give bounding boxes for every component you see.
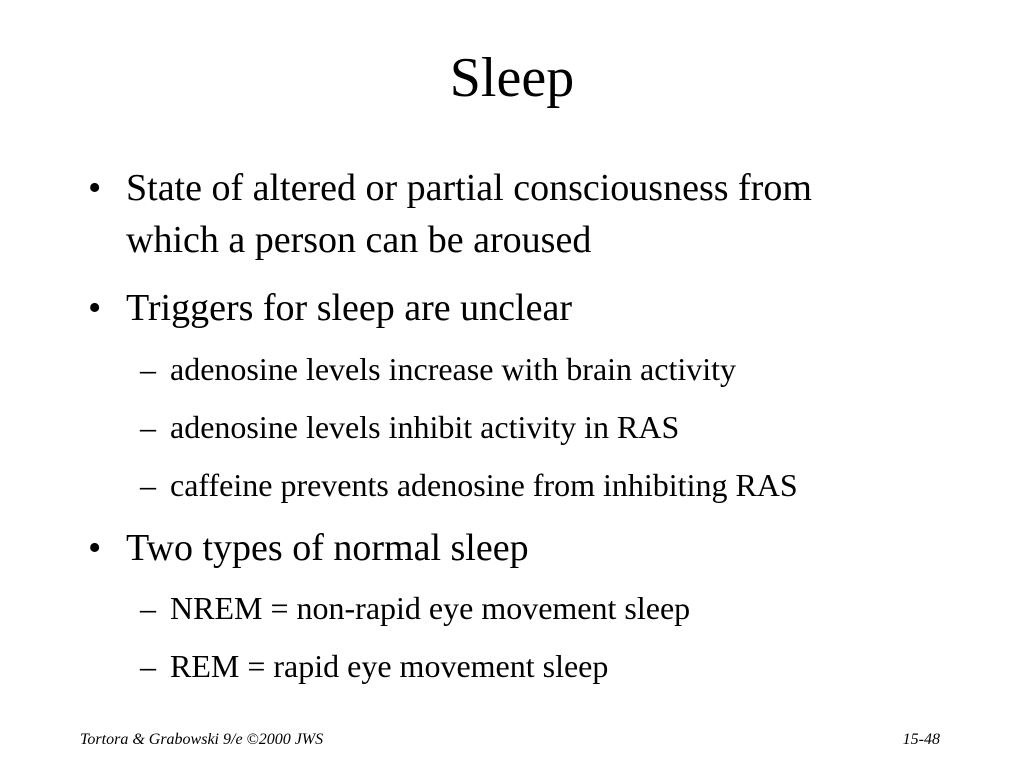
sub-bullet-text: adenosine levels increase with brain activity <box>170 351 737 387</box>
bullet-marker: • <box>88 167 102 209</box>
dash-marker: – <box>140 467 156 503</box>
dash-marker: – <box>140 409 156 445</box>
sub-bullet-text: adenosine levels inhibit activity in RAS <box>170 409 680 445</box>
bullet-text: State of altered or partial consciousness from <box>126 167 812 209</box>
bullet-item <box>88 282 978 334</box>
sub-bullet-item <box>140 644 1000 688</box>
dash-marker: – <box>140 590 156 626</box>
sub-bullet-text: caffeine prevents adenosine from inhibiting RAS <box>170 467 798 503</box>
bullet-item <box>88 162 978 266</box>
footer-citation: Tortora & Grabowski 9/e ©2000 JWS <box>80 731 324 748</box>
sub-bullet-item <box>140 586 1000 630</box>
slide-title: Sleep <box>449 47 575 109</box>
slide-number: 15-48 <box>902 731 940 748</box>
bullet-text: Two types of normal sleep <box>126 527 529 569</box>
sub-bullet-item <box>140 347 1000 391</box>
bullet-text: Triggers for sleep are unclear <box>126 287 572 329</box>
dash-marker: – <box>140 648 156 684</box>
sub-bullet-text: NREM = non-rapid eye movement sleep <box>170 590 691 626</box>
bullet-text-continued: which a person can be aroused <box>126 219 592 261</box>
sub-bullet-item <box>140 463 1000 507</box>
bullet-item <box>88 522 978 574</box>
bullet-marker: • <box>88 287 102 329</box>
sub-bullet-item <box>140 405 1000 449</box>
dash-marker: – <box>140 351 156 387</box>
sub-bullet-text: REM = rapid eye movement sleep <box>170 648 609 684</box>
bullet-marker: • <box>88 527 102 569</box>
